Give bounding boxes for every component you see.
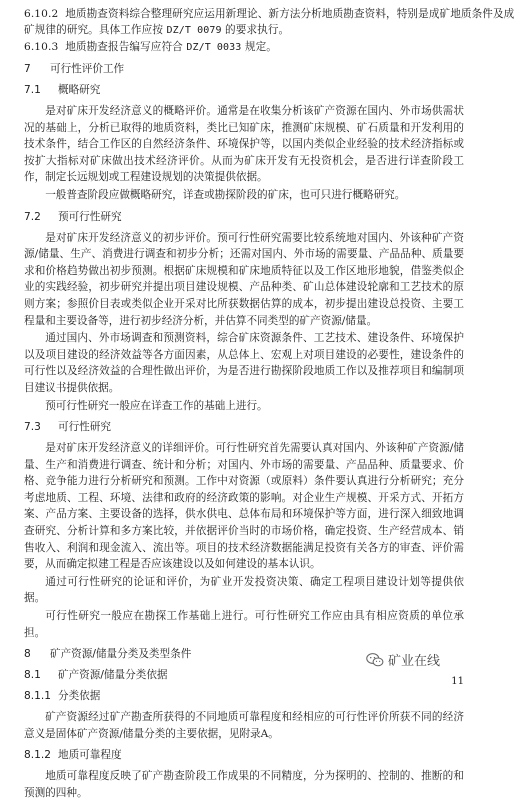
paragraph: 可行性研究一般应在勘探工作基础上进行。可行性研究工作应由具有相应资质的单位承担。 [24,610,464,639]
paragraph: 矿产资源经过矿产勘查所获得的不同地质可靠程度和经相应的可行性评价所获不同的经济意义是固体矿产资源/储量分类的主要依据，见附录A。 [24,711,464,740]
section-number: 7.2 [24,210,41,223]
paragraph: 一般普查阶段应做概略研究，详查或勘探阶段的矿床，也可只进行概略研究。 [45,188,406,201]
clause-6-10-2-line-2: 矿规律的研究。具体工作应按 DZ/T 0079 的要求执行。 [24,24,290,36]
section-title: 可行性评价工作 [50,63,125,75]
section-number: 7 [24,63,31,75]
section-7-3-heading [24,419,464,435]
page-number: 11 [451,676,464,687]
section-title: 可行性研究 [58,421,111,434]
section-number: 8.1 [24,669,41,682]
paragraph: 是对矿床开发经济意义的初步评价。预可行性研究需要比较系统地对国内、外该种矿产资源/储量、生产、消费进行调查和初步分析；还需对国内、外市场的需要量、产品品种、质量要求和价格趋势做出初步预测。根据矿床规模和矿床地质特征以及工作区地形地貌，借鉴类似企业的实践经验，初步研究并提出项目建设规模、产品种类、矿山总体建设轮廓和工艺技术的原则方案；参照价目表或类似企业开采对比所获数据估算的成本，初步提出建设总投资、主要工程量和主要设备等，进行初步经济分析，并估算不同类型的矿产资源/储量。 [24,231,464,327]
paragraph: 通过可行性研究的论证和评价，为矿业开发投资决策、确定工程项目建设计划等提供依据。 [24,575,464,605]
section-title: 预可行性研究 [58,210,122,223]
watermark [366,650,440,669]
section-title: 分类依据 [58,690,101,703]
section-title: 矿产资源/储量分类依据 [58,669,168,682]
section-8-1-1-heading [24,688,464,704]
section-number: 8 [24,648,31,661]
section-8-1-2-heading [24,747,464,763]
section-number: 7.3 [24,421,41,434]
clause-6-10-2-line-1: 6.10.2 地质勘查资料综合整理研究应运用新理论、新方法分析地质勘查资料，特别是成矿地质条件及成 [24,8,514,20]
section-7-1-heading [24,82,464,98]
clause-6-10-3: 6.10.3 地质勘查报告编写应符合 DZ/T 0033 规定。 [24,41,277,53]
section-8-1-heading [24,667,464,683]
section-number: 8.1.1 [24,690,51,703]
paragraph: 是对矿床开发经济意义的概略评价。通常是在收集分析该矿产资源在国内、外市场供需状况的基础上，分析已取得的地质资料，类比已知矿床，推测矿床规模、矿石质量和开发利用的技术条件，结合工作区的自然经济条件、环境保护等，以国内类似企业经验的技术经济指标或按扩大指标对矿床做出技术经济评价。从而为矿床开发有无投资机会，是否进行详查阶段工作，制定长远规划或工程建设规划的决策提供依据。 [24,105,464,184]
watermark-text: 矿业在线 [387,654,440,669]
paragraph: 地质可靠程度反映了矿产勘查阶段工作成果的不同精度，分为探明的、控制的、推断的和预测的四种。 [24,770,464,799]
paragraph: 预可行性研究一般应在详查工作的基础上进行。 [45,399,268,412]
section-7-heading [24,61,464,77]
section-title: 地质可靠程度 [58,749,122,762]
section-number: 7.1 [24,84,41,96]
section-title: 概略研究 [58,84,101,96]
wechat-icon [366,652,384,668]
paragraph: 通过国内、外市场调查和预测资料，综合矿床资源条件、工艺技术、建设条件、环境保护以及项目建设的经济效益等各方面因素，从总体上、宏观上对项目建设的必要性，建设条件的可行性以及经济效益的合理性做出评价，为是否进行勘探阶段地质工作以及推荐项目和编制项目建议书提供依据。 [24,332,464,394]
section-number: 8.1.2 [24,749,51,762]
section-7-2-heading [24,209,464,225]
paragraph: 是对矿床开发经济意义的详细评价。可行性研究首先需要认真对国内、外该种矿产资源/储量、生产和消费进行调查、统计和分析；对国内、外市场的需要量、产品品种、质量要求、价格、竞争能力进行分析研究和预测。工作中对资源（或原料）条件要认真进行分析研究；充分考虑地质、工程、环境、法律和政府的经济政策的影响。对企业生产规模、开采方式、开拓方案、产品方案、主要设备的选择，供水供电、总体布局和环境保护等方面，进行深入细致地调查研究、分析计算和多方案比较，并依据评价当时的市场价格，确定投资、生产经营成本、销售收入、利润和现金流入、流出等。项目的技术经济数据能满足投资有关各方的审查、评价需要，从而确定拟建工程是否应该建设以及如何建设的基本认识。 [24,442,464,571]
section-title: 矿产资源/储量分类及类型条件 [50,648,192,661]
